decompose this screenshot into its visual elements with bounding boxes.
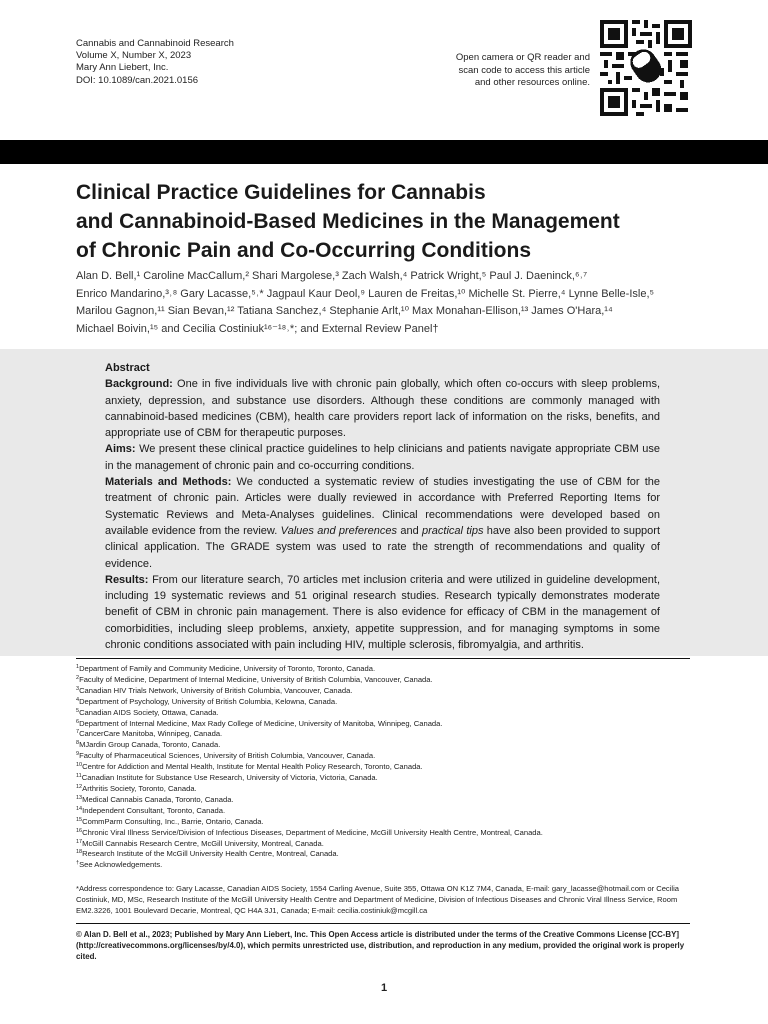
abstract-background [105,376,660,441]
affiliation-text: McGill Cannabis Research Centre, McGill University, Montreal, Canada. [82,838,324,848]
affiliation-number: 11 [76,773,82,780]
affiliation-number: 14 [76,805,83,812]
affiliation-number: 17 [76,838,83,845]
affiliation-text: MJardin Group Canada, Toronto, Canada. [79,740,221,750]
divider [76,923,690,924]
author-line: Enrico Mandarino,³˒⁸ Gary Lacasse,⁵˒* Jagpaul Kaur Deol,⁹ Lauren de Freitas,¹⁰ Michelle St. Pierre,⁴ Lynne Belle-Isle,⁵ [76,287,655,300]
affiliation-number: 16 [76,827,83,834]
affiliation-number: 8 [76,740,80,747]
methods-text: We conducted a systematic review of studies investigating the use of CBM for the treatment of chronic pain. Articles were dually reviewed in accordance with Preferred Reporting Items for Systematic Reviews and Meta-Analyses guidelines. Clinical recommendations were developed based on available evidence from the review. [105,476,660,537]
abstract-heading: Abstract [105,362,150,374]
affiliation-item [76,817,690,828]
affiliation-item [76,849,690,860]
affiliation-item [76,740,690,751]
affiliation-number: † [76,860,80,867]
affiliation-number: 18 [76,849,83,856]
affiliation-item [76,708,690,719]
journal-volume: Volume X, Number X, 2023 [76,50,192,62]
affiliation-item [76,839,690,850]
affiliation-item [76,828,690,839]
abstract-methods [105,474,660,572]
qr-instructions [430,52,590,90]
affiliation-item [76,762,690,773]
methods-italic: Values and preferences [280,524,397,537]
affiliation-number: 15 [76,816,83,823]
affiliation-item [76,773,690,784]
background-text: One in five individuals live with chronic pain globally, which often co-occurs with sleep problems, anxiety, depression, and substance use disorders. Although these conditions are commonly managed with cannabinoid-based medicines (CBM), health care providers report lack of information on the risks, benefits, and appropriate use of CBM for therapeutic purposes. [105,378,660,440]
affiliation-text: Arthritis Society, Toronto, Canada. [82,783,197,793]
affiliation-number: 7 [76,729,80,736]
affiliation-text: Centre for Addiction and Mental Health, Institute for Mental Health Policy Research, Toronto, Canada. [82,762,423,772]
affiliation-number: 6 [76,718,80,725]
results-text: From our literature search, 70 articles met inclusion criteria and were utilized in guideline development, including 19 systematic reviews and 51 original research studies. Research typically demonstrates moderate benefit of CBM in chronic pain management. There is also evidence for efficacy of CBM in the management of comorbidities, including sleep problems, anxiety, appetite suppression, and for managing symptoms in some chronic conditions associated with pain including HIV, multiple sclerosis, fibromyalgia, and arthritis. [105,573,660,652]
affiliation-text: Canadian AIDS Society, Ottawa, Canada. [79,707,219,717]
article-title [76,178,716,265]
affiliation-number: 13 [76,794,83,801]
author-line: Marilou Gagnon,¹¹ Sian Bevan,¹² Tatiana Sanchez,⁴ Stephanie Arlt,¹⁰ Max Monahan-Ellison,¹³ James O'Hara,¹⁴ [76,305,613,317]
methods-italic: practical tips [422,524,484,537]
affiliation-number: 4 [76,696,80,703]
article-title-line: and Cannabinoid-Based Medicines in the Management [76,210,620,233]
results-label: Results: [105,573,149,586]
copyright-notice: © Alan D. Bell et al., 2023; Published by Mary Ann Liebert, Inc. This Open Access article is distributed under the terms of the Creative Commons License [CC-BY] (http://creativecommons.org/licenses/by/4.0), which permits unrestricted use, distribution, and reproduction in any medium, provided the original work is properly cited. [76,930,685,962]
page-number: 1 [380,982,388,994]
affiliation-text: Faculty of Pharmaceutical Sciences, University of British Columbia, Vancouver, Canada. [79,751,376,761]
affiliation-item [76,729,690,740]
affiliation-text: Canadian HIV Trials Network, University of British Columbia, Vancouver, Canada. [79,685,353,695]
methods-label: Materials and Methods: [105,476,232,489]
affiliation-number: 5 [76,707,80,714]
journal-info [76,38,234,87]
methods-text: and [397,524,423,537]
affiliation-text: Department of Internal Medicine, Max Rady College of Medicine, University of Manitoba, Winnipeg, Canada. [79,718,443,728]
author-line: Michael Boivin,¹⁵ and Cecilia Costiniuk¹⁶⁻¹⁸˒*; and External Review Panel† [76,322,439,335]
affiliation-item [76,675,690,686]
qr-instructions-line: scan code to access this article [458,64,590,76]
affiliation-text: Faculty of Medicine, Department of Internal Medicine, University of British Columbia, Vancouver, Canada. [79,674,433,684]
abstract-results [105,572,660,653]
correspondence: *Address correspondence to: Gary Lacasse, Canadian AIDS Society, 1554 Carling Avenue, Suite 355, Ottawa ON K1Z 7M4, Canada, E-mail: gary_lacasse@hotmail.com or Cecilia Costiniuk, MD, MSc, Research Institute of the McGill University Health Centre and Department of Medicine, Division of Infectious Diseases and Chronic Viral Illness Service, Room EM2.3226, 1001 Boulevard Decarie, Montreal, QC H4A 3J1, Canada; E-mail: cecilia.costiniuk@mcgill.ca [76,884,679,915]
affiliation-text: CommParm Consulting, Inc., Barrie, Ontario, Canada. [82,816,264,826]
affiliation-text: Department of Psychology, University of British Columbia, Kelowna, Canada. [79,696,338,706]
affiliation-number: 10 [76,762,83,769]
header-bar [0,140,768,164]
affiliation-item [76,751,690,762]
affiliation-item [76,686,690,697]
divider [76,658,690,659]
abstract [105,360,660,653]
methods-text: have also been provided to support clinical application. The GRADE system was used to rate the strength of recommendations and quality of evidence. [105,524,661,570]
affiliation-number: 12 [76,783,83,790]
affiliation-item [76,697,690,708]
journal-name: Cannabis and Cannabinoid Research [76,38,234,49]
affiliation-list [76,664,690,871]
author-line: Alan D. Bell,¹ Caroline MacCallum,² Shari Margolese,³ Zach Walsh,⁴ Patrick Wright,⁵ Paul J. Daeninck,⁶˒⁷ [76,270,588,282]
journal-publisher: Mary Ann Liebert, Inc. [76,62,169,74]
affiliation-number: 9 [76,751,80,758]
qr-instructions-line: Open camera or QR reader and [455,52,590,63]
journal-doi[interactable]: DOI: 10.1089/can.2021.0156 [76,74,199,86]
affiliation-text: Department of Family and Community Medicine, University of Toronto, Toronto, Canada. [79,664,376,673]
affiliation-text: Research Institute of the McGill University Health Centre, Montreal, Canada. [82,849,339,859]
aims-label: Aims: [105,443,136,456]
affiliation-text: Chronic Viral Illness Service/Division of Infectious Diseases, Department of Medicine, McGill University Health Centre, Montreal, Canada. [82,827,543,837]
affiliation-text: CancerCare Manitoba, Winnipeg, Canada. [79,729,223,739]
affiliation-text: See Acknowledgements. [79,860,163,870]
affiliation-number: 1 [76,664,80,670]
affiliation-number: 3 [76,685,80,692]
affiliation-item [76,806,690,817]
abstract-aims [105,441,660,474]
aims-text: We present these clinical practice guidelines to help clinicians and patients navigate appropriate CBM use in the management of chronic pain and co-occurring conditions. [105,443,660,472]
author-list [76,268,736,338]
affiliation-text: Canadian Institute for Substance Use Research, University of Victoria, Victoria, Canada. [81,773,378,783]
qr-instructions-line: and other resources online. [474,77,590,88]
affiliation-number: 2 [76,674,80,681]
affiliation-item [76,664,690,675]
article-title-line: Clinical Practice Guidelines for Cannabis [76,181,486,204]
background-label: Background: [105,378,173,391]
affiliation-item [76,860,690,871]
affiliation-text: Medical Cannabis Canada, Toronto, Canada. [82,794,234,804]
affiliation-item [76,784,690,795]
affiliation-text: Independent Consultant, Toronto, Canada. [82,805,226,815]
affiliation-item [76,795,690,806]
qr-code-icon[interactable] [600,20,692,116]
affiliation-item [76,719,690,730]
article-title-line: of Chronic Pain and Co-Occurring Conditions [76,239,531,262]
